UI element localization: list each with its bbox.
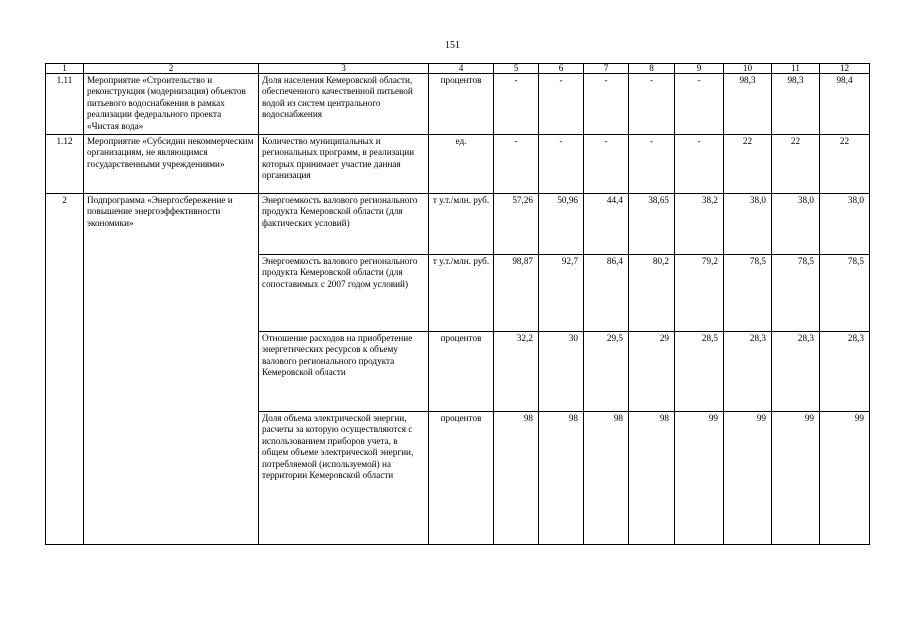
table-row [46, 74, 870, 135]
value-cell: 78,5 [724, 255, 772, 332]
unit-cell: т у.т./млн. руб. [429, 255, 494, 332]
value-cell: - [584, 74, 629, 135]
page-number: 151 [445, 40, 460, 51]
indicator-name: Количество муниципальных и региональных программ, в реализации которых принимает участие данная организация [259, 135, 429, 194]
value-cell: - [675, 74, 724, 135]
column-header: 8 [629, 64, 675, 74]
column-header: 12 [820, 64, 870, 74]
header-row [46, 64, 870, 74]
value-cell: 86,4 [584, 255, 629, 332]
column-header: 10 [724, 64, 772, 74]
row-number: 1.12 [46, 135, 84, 194]
value-cell: 98 [584, 412, 629, 545]
value-cell: 57,26 [494, 194, 539, 255]
indicator-name: Энергоемкость валового регионального продукта Кемеровской области (для фактических условий) [259, 194, 429, 255]
value-cell: 79,2 [675, 255, 724, 332]
value-cell: 38,0 [724, 194, 772, 255]
value-cell: 78,5 [772, 255, 820, 332]
value-cell: - [539, 74, 584, 135]
value-cell: 99 [772, 412, 820, 545]
value-cell: 99 [724, 412, 772, 545]
column-header: 11 [772, 64, 820, 74]
value-cell: 38,65 [629, 194, 675, 255]
row-number: 2 [46, 194, 84, 545]
value-cell: 98,87 [494, 255, 539, 332]
unit-cell: т у.т./млн. руб. [429, 194, 494, 255]
value-cell: 38,0 [772, 194, 820, 255]
value-cell: - [629, 135, 675, 194]
value-cell: 44,4 [584, 194, 629, 255]
value-cell: - [675, 135, 724, 194]
value-cell: 98,4 [820, 74, 870, 135]
measure-name: Мероприятие «Субсидии некоммерческим организациям, не являющимся государственными учреждениями» [84, 135, 259, 194]
value-cell: 80,2 [629, 255, 675, 332]
value-cell: 22 [772, 135, 820, 194]
value-cell: 29 [629, 332, 675, 412]
value-cell: - [629, 74, 675, 135]
value-cell: 98 [539, 412, 584, 545]
value-cell: 22 [820, 135, 870, 194]
value-cell: 28,5 [675, 332, 724, 412]
indicators-table [45, 63, 870, 545]
value-cell: 98 [629, 412, 675, 545]
column-header: 1 [46, 64, 84, 74]
value-cell: - [494, 74, 539, 135]
value-cell: 32,2 [494, 332, 539, 412]
value-cell: 28,3 [772, 332, 820, 412]
value-cell: 29,5 [584, 332, 629, 412]
column-header: 9 [675, 64, 724, 74]
value-cell: 28,3 [724, 332, 772, 412]
column-header: 7 [584, 64, 629, 74]
subprogram-name: Подпрограмма «Энергосбережение и повышение энергоэффективности экономики» [84, 194, 259, 545]
value-cell: 98,3 [724, 74, 772, 135]
table-row [46, 135, 870, 194]
column-header: 6 [539, 64, 584, 74]
value-cell: - [584, 135, 629, 194]
value-cell: 98,3 [772, 74, 820, 135]
unit-cell: процентов [429, 74, 494, 135]
indicator-name: Отношение расходов на приобретение энергетических ресурсов к объему валового регионального продукта Кемеровской области [259, 332, 429, 412]
value-cell: 38,0 [820, 194, 870, 255]
value-cell: - [539, 135, 584, 194]
value-cell: 78,5 [820, 255, 870, 332]
value-cell: 38,2 [675, 194, 724, 255]
value-cell: 22 [724, 135, 772, 194]
measure-name: Мероприятие «Строительство и реконструкция (модернизация) объектов питьевого водоснабжения в рамках реализации федерального проекта «Чистая вода» [84, 74, 259, 135]
value-cell: 92,7 [539, 255, 584, 332]
column-header: 4 [429, 64, 494, 74]
value-cell: 99 [820, 412, 870, 545]
column-header: 3 [259, 64, 429, 74]
value-cell: 28,3 [820, 332, 870, 412]
unit-cell: ед. [429, 135, 494, 194]
value-cell: 50,96 [539, 194, 584, 255]
table-row [46, 194, 870, 255]
row-number: 1.11 [46, 74, 84, 135]
value-cell: - [494, 135, 539, 194]
column-header: 5 [494, 64, 539, 74]
indicator-name: Энергоемкость валового регионального продукта Кемеровской области (для сопоставимых с 2007 годом условий) [259, 255, 429, 332]
value-cell: 30 [539, 332, 584, 412]
column-header: 2 [84, 64, 259, 74]
unit-cell: процентов [429, 412, 494, 545]
indicator-name: Доля объема электрической энергии, расчеты за которую осуществляются с использованием приборов учета, в общем объеме электрической энергии, потребляемой (используемой) на территории Кемеровской области [259, 412, 429, 545]
indicator-name: Доля населения Кемеровской области, обеспеченного качественной питьевой водой из систем центрального водоснабжения [259, 74, 429, 135]
value-cell: 99 [675, 412, 724, 545]
unit-cell: процентов [429, 332, 494, 412]
value-cell: 98 [494, 412, 539, 545]
